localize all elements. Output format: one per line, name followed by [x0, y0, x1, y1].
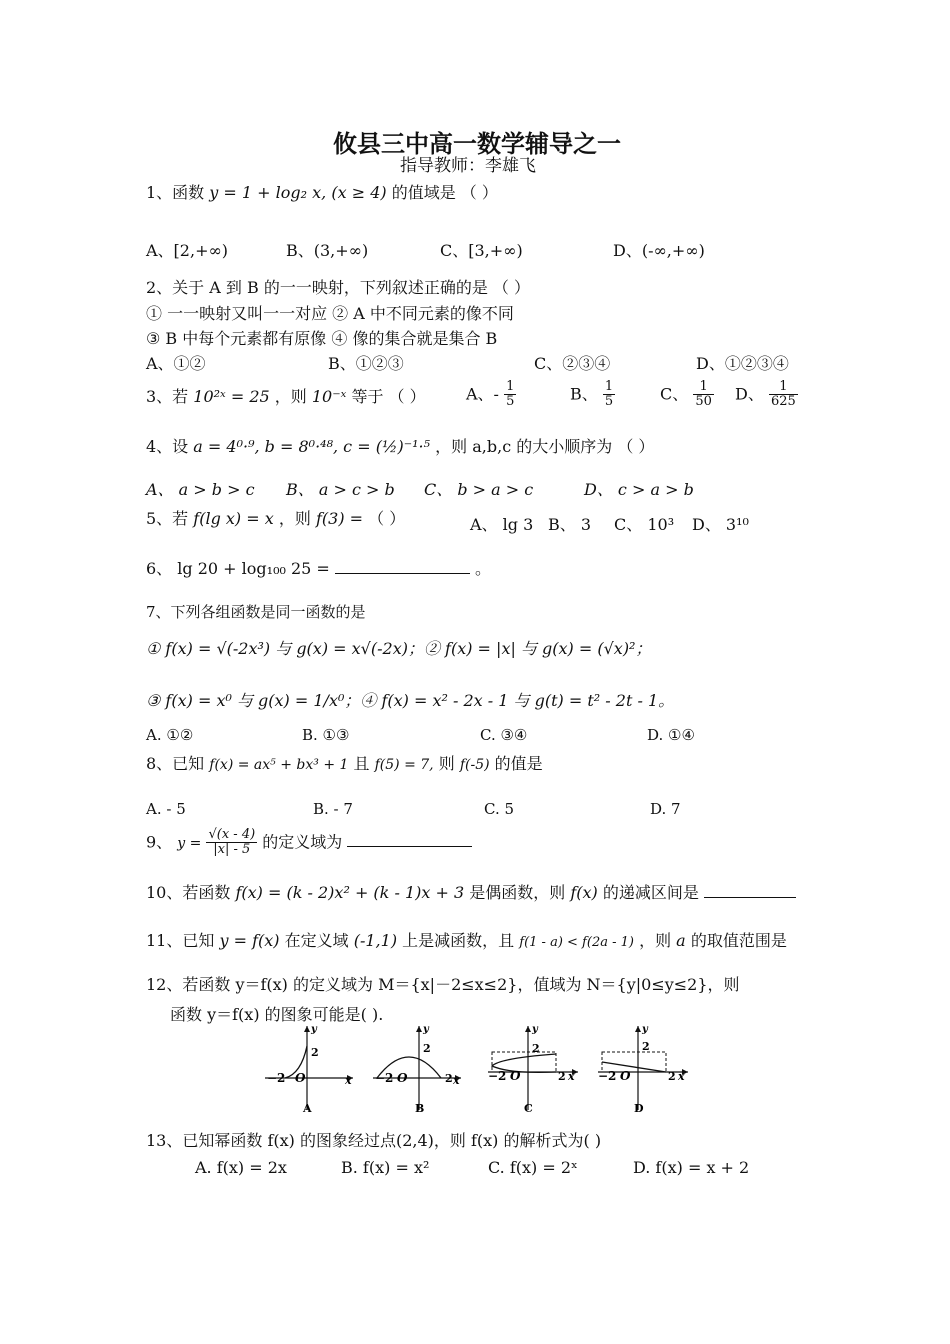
q10-expr: f(x) [570, 883, 598, 902]
q3-option-d [735, 380, 798, 410]
question-4 [146, 434, 654, 457]
q3-prefix: 3、若 [146, 387, 189, 406]
graph-c [488, 1024, 578, 1115]
q1-formula: y = 1 + log₂ x, (x ≥ 4) [209, 183, 387, 202]
q2-statement-1: ① 一一映射又叫一一对应 ② A 中不同元素的像不同 [146, 304, 514, 323]
q10-mid: 是偶函数，则 [469, 883, 566, 902]
svg-text:O: O [397, 1071, 408, 1085]
q9-suffix: 的定义域为 [262, 832, 343, 852]
svg-text:O: O [510, 1069, 521, 1083]
q11-prefix: 11、已知 [146, 931, 215, 950]
svg-text:x: x [453, 1074, 460, 1087]
question-12-line-2: 函数 y＝f(x) 的图象可能是( ). [170, 1005, 384, 1024]
graph-d [598, 1024, 688, 1115]
question-7: 7、下列各组函数是同一函数的是 [146, 603, 366, 621]
q13-option-a: A. f(x) = 2x [195, 1158, 287, 1177]
q3-mid: ，则 [274, 387, 307, 406]
q5-option-c: C、 10³ [614, 515, 675, 534]
q7-option-b: B. ①③ [302, 726, 350, 744]
q6-formula: lg 20 + log₁₀₀ 25 = [177, 559, 330, 578]
q8-cond: f(5) = 7, [374, 757, 434, 773]
q5-option-a: A、 lg 3 [470, 515, 534, 534]
q3-option-c [660, 380, 714, 410]
graph-b [373, 1024, 461, 1115]
svg-text:O: O [295, 1071, 306, 1085]
graph-a-label: A [303, 1102, 312, 1115]
question-6 [146, 556, 491, 579]
q7-option-d: D. ①④ [647, 726, 695, 744]
question-10 [146, 880, 796, 903]
svg-text:O: O [620, 1069, 631, 1083]
question-5 [146, 506, 405, 529]
q13-option-d: D. f(x) = x + 2 [633, 1158, 750, 1177]
q10-answer-blank[interactable] [704, 897, 796, 898]
q11-suffix: 的取值范围是 [690, 931, 787, 950]
q10-formula: f(x) = (k - 2)x² + (k - 1)x + 3 [235, 883, 465, 902]
q1-suffix: 的值域是 （ ） [391, 183, 498, 202]
graph-c-label: C [524, 1102, 533, 1115]
svg-text:2: 2 [445, 1072, 453, 1085]
graph-a [265, 1024, 353, 1115]
q3-expr: 10⁻ˣ [311, 387, 347, 406]
graph-b-label: B [415, 1102, 425, 1115]
q9-lhs: y = [177, 835, 202, 852]
question-11 [146, 928, 787, 951]
svg-text:2: 2 [423, 1042, 431, 1055]
svg-text:−2: −2 [598, 1069, 617, 1083]
svg-text:x: x [678, 1070, 685, 1083]
q6-answer-blank[interactable] [335, 573, 470, 574]
q4-prefix: 4、设 [146, 437, 189, 456]
q3-option-d-label: D、 [735, 384, 764, 404]
q4-option-b: B、 a > c > b [286, 480, 395, 499]
q5-expr: f(3) = [315, 509, 364, 528]
q5-option-d: D、 3¹⁰ [692, 515, 749, 534]
q11-mid3: ，则 [639, 931, 672, 950]
svg-text:−2: −2 [267, 1071, 286, 1085]
svg-text:2: 2 [668, 1070, 676, 1083]
q8-option-c: C. 5 [484, 800, 515, 818]
q1-option-b: B、(3,+∞) [286, 241, 369, 260]
question-13: 13、已知幂函数 f(x) 的图象经过点(2,4)，则 f(x) 的解析式为( ) [146, 1131, 602, 1150]
page-title: 攸县三中高一数学辅导之一 [333, 130, 621, 158]
q8-prefix: 8、已知 [146, 754, 205, 773]
q12-graphs [255, 1022, 705, 1118]
q4-option-c: C、 b > a > c [424, 480, 534, 499]
q6-suffix: 。 [475, 559, 492, 578]
question-9 [146, 828, 472, 858]
q1-option-c: C、[3,+∞) [440, 241, 523, 260]
q3-option-a-fraction: $\frac{1}{5}$ [506, 379, 515, 410]
q5-mid: ，则 [278, 509, 311, 528]
q2-statement-2: ③ B 中每个元素都有原像 ④ 像的集合就是集合 B [146, 329, 498, 348]
q10-prefix: 10、若函数 [146, 883, 231, 902]
graph-d-label: D [634, 1102, 644, 1115]
q1-prefix: 1、函数 [146, 183, 205, 202]
svg-text:2: 2 [642, 1040, 650, 1053]
q11-formula: y = f(x) [219, 931, 280, 950]
q11-var: a [676, 931, 686, 950]
q10-suffix: 的递减区间是 [602, 883, 699, 902]
svg-text:2: 2 [532, 1042, 540, 1055]
svg-text:x: x [568, 1070, 575, 1083]
q8-suffix: 的值是 [494, 754, 543, 773]
svg-text:y: y [532, 1024, 538, 1035]
question-1 [146, 180, 498, 203]
question-12-line-1: 12、若函数 y＝f(x) 的定义域为 M＝{x|－2≤x≤2}，值域为 N＝{y|0≤y≤2}，则 [146, 975, 740, 994]
svg-text:y: y [423, 1024, 429, 1035]
q2-option-a: A、①② [146, 354, 206, 373]
q7-option-a: A. ①② [146, 726, 194, 744]
q3-option-b-label: B、 [570, 384, 598, 404]
q5-prefix: 5、若 [146, 509, 189, 528]
q2-option-b: B、①②③ [328, 354, 404, 373]
svg-text:2: 2 [558, 1070, 566, 1083]
q4-option-d: D、 c > a > b [584, 480, 694, 499]
q5-formula: f(lg x) = x [193, 509, 274, 528]
q8-option-d: D. 7 [650, 800, 681, 818]
q3-option-b [570, 380, 615, 410]
question-3 [146, 384, 426, 407]
q3-option-a-label: A、- [466, 384, 499, 404]
q3-option-a [466, 380, 516, 410]
q9-answer-blank[interactable] [347, 846, 472, 847]
q3-suffix: 等于 （ ） [351, 387, 426, 406]
q1-option-a: A、[2,+∞) [146, 241, 229, 260]
q11-cond: f(1 - a) < f(2a - 1) [519, 935, 634, 950]
q4-formula: a = 4⁰·⁹, b = 8⁰·⁴⁸, c = (½)⁻¹·⁵ [193, 437, 431, 456]
q11-domain: (-1,1) [353, 931, 398, 950]
q3-option-c-label: C、 [660, 384, 689, 404]
svg-text:−2: −2 [488, 1069, 507, 1083]
q2-option-c: C、②③④ [534, 354, 611, 373]
q5-suffix: （ ） [368, 509, 406, 528]
svg-text:2: 2 [311, 1046, 319, 1059]
svg-text:y: y [642, 1024, 648, 1035]
q4-option-a: A、 a > b > c [146, 480, 255, 499]
q3-option-b-fraction: $\frac{1}{5}$ [604, 379, 614, 410]
question-2: 2、关于 A 到 B 的一一映射，下列叙述正确的是 （ ） [146, 278, 531, 297]
q8-expr: f(-5) [459, 757, 490, 773]
q1-option-d: D、(-∞,+∞) [613, 241, 705, 260]
q8-mid2: 则 [438, 754, 455, 773]
teacher-line: 指导教师：李雄飞 [400, 156, 536, 176]
q3-option-c-fraction: $\frac{1}{50}$ [695, 379, 712, 410]
q3-formula: 10²ˣ = 25 [193, 387, 270, 406]
q13-option-b: B. f(x) = x² [341, 1158, 430, 1177]
q7-line-2: ③ f(x) = x⁰ 与 g(x) = 1/x⁰；④ f(x) = x² - 2x - 1 与 g(t) = t² - 2t - 1。 [146, 691, 675, 710]
q13-option-c: C. f(x) = 2ˣ [488, 1158, 578, 1177]
q7-option-c: C. ③④ [480, 726, 528, 744]
question-8 [146, 751, 543, 774]
svg-text:x: x [345, 1074, 352, 1087]
q8-mid: 且 [353, 754, 370, 773]
q11-mid2: 上是减函数，且 [402, 931, 515, 950]
q2-option-d: D、①②③④ [696, 354, 789, 373]
q4-suffix: ，则 a,b,c 的大小顺序为 （ ） [435, 437, 655, 456]
q9-fraction: $\frac{√(x - 4)}{|x| - 5}$ [208, 827, 256, 858]
svg-text:−2: −2 [375, 1071, 394, 1085]
q5-option-b: B、 3 [548, 515, 592, 534]
q6-prefix: 6、 [146, 559, 173, 578]
q11-mid: 在定义域 [284, 931, 349, 950]
q8-option-a: A. - 5 [146, 800, 186, 818]
q9-prefix: 9、 [146, 832, 173, 852]
q8-formula: f(x) = ax⁵ + bx³ + 1 [209, 757, 349, 773]
q8-option-b: B. - 7 [313, 800, 353, 818]
q3-option-d-fraction: $\frac{1}{625}$ [770, 379, 796, 410]
q7-line-1: ① f(x) = √(-2x³) 与 g(x) = x√(-2x)；② f(x) = |x| 与 g(x) = (√x)²； [146, 639, 652, 658]
svg-text:y: y [311, 1024, 317, 1035]
